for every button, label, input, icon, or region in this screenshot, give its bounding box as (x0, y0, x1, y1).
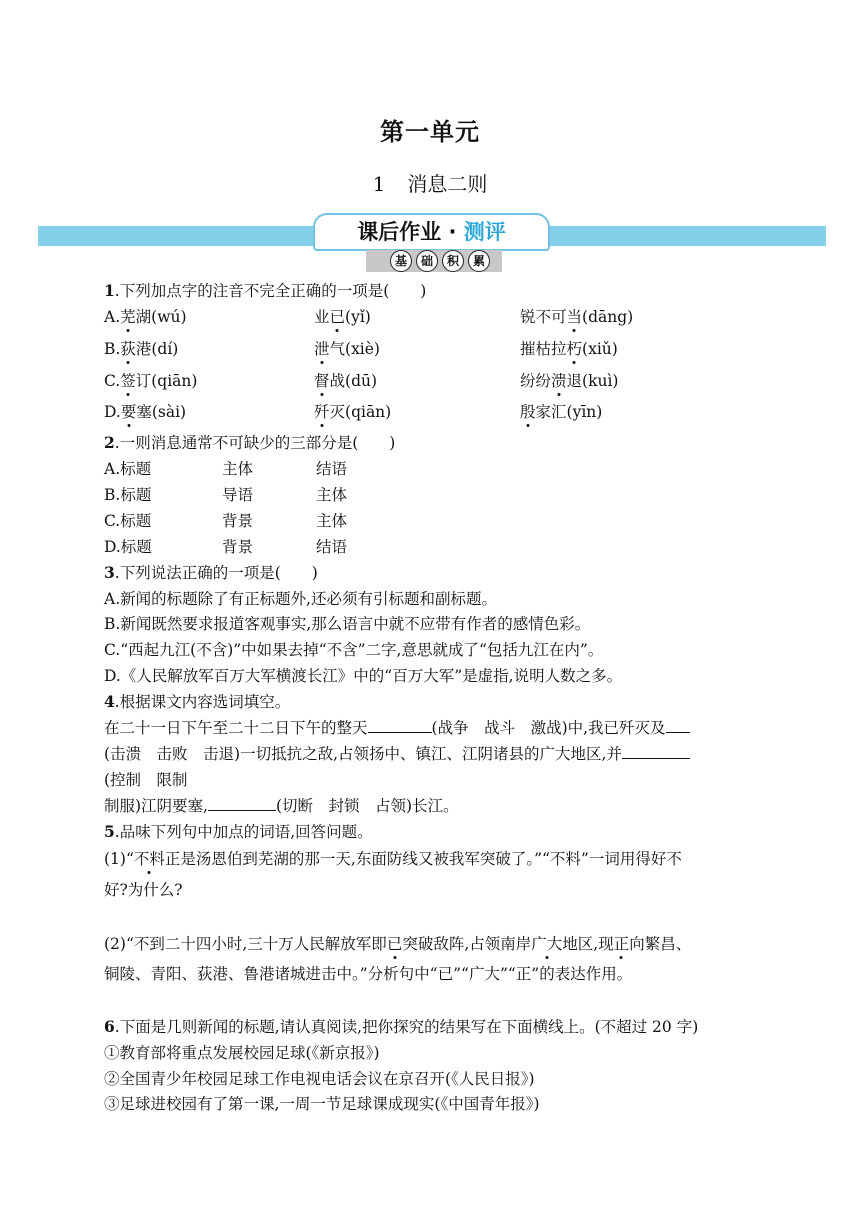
q4-stem: 4.根据课文内容选词填空。 (104, 692, 291, 711)
q1-stem: 1.下列加点字的注音不完全正确的一项是( ) (104, 281, 427, 300)
blank-4[interactable] (208, 796, 276, 811)
q5-part1: (1)“不料正是汤恩伯到芜湖的那一天,东面防线又被我军突破了。”“不料”一词用得好不 (104, 850, 682, 868)
q2-c-3: 主体 (316, 512, 348, 530)
q6-item-3: ③足球进校园有了第一课,一周一节足球课成现实(《中国青年报》) (104, 1095, 540, 1113)
section-char: 累 (468, 250, 490, 272)
q2-d-3: 结语 (316, 538, 348, 556)
q2-b-3: 主体 (316, 486, 348, 504)
lesson-number: 1 (372, 172, 386, 196)
q6-stem: 6.下面是几则新闻的标题,请认真阅读,把你探究的结果写在下面横线上。(不超过 20 字) (104, 1017, 699, 1036)
q2-b-2: 导语 (222, 486, 254, 504)
lesson-title (0, 168, 860, 197)
unit-title: 第一单元 (380, 117, 480, 146)
q3-option-a: A.新闻的标题除了有正标题外,还必须有引标题和副标题。 (104, 590, 498, 608)
q1-d-item3: 殷家汇(yīn) (520, 403, 603, 421)
q1-b-item2: 泄气(xiè) (314, 340, 380, 358)
section-char: 础 (416, 250, 438, 272)
q1-option-c: C.签订(qiān) (104, 372, 198, 390)
q2-option-d: D.标题 (104, 538, 152, 556)
banner-accent-text: 测评 (463, 220, 506, 244)
q1-d-item2: 歼灭(qiān) (314, 403, 392, 421)
q1-c-item3: 纷纷溃退(kuì) (520, 372, 619, 390)
q5-part2-cont: 铜陵、青阳、荻港、鲁港诸城进击中。”分析句中“已”“广大”“正”的表达作用。 (104, 965, 633, 983)
q2-d-2: 背景 (222, 538, 254, 556)
q2-stem: 2.一则消息通常不可缺少的三部分是( ) (104, 433, 396, 452)
q1-option-a: A.芜湖(wú) (104, 308, 187, 326)
section-badge (366, 250, 502, 272)
q4-line1: 在二十一日下午至二十二日下午的整天 (战争 战斗 激战)中,我已歼灭及 (104, 716, 690, 738)
q1-a-item3: 锐不可当(dāng) (520, 308, 634, 326)
q2-option-a: A.标题 (104, 460, 152, 478)
homework-banner (313, 213, 550, 251)
blank-3[interactable] (622, 744, 690, 759)
q2-option-b: B.标题 (104, 486, 152, 504)
q1-option-d: D.要塞(sài) (104, 403, 187, 421)
q3-option-c: C.“西起九江(不含)”中如果去掉“不含”二字,意思就成了“包括九江在内”。 (104, 641, 604, 659)
q1-option-b: B.荻港(dí) (104, 340, 179, 358)
q3-option-d: D.《人民解放军百万大军横渡长江》中的“百万大军”是虚指,说明人数之多。 (104, 667, 623, 685)
q2-a-3: 结语 (316, 460, 348, 478)
blank-1[interactable] (368, 718, 432, 733)
q2-c-2: 背景 (222, 512, 254, 530)
q4-line2: (击溃 击败 击退)一切抵抗之敌,占领扬中、镇江、江阴诸县的广大地区,并 (104, 742, 690, 764)
q5-part1-cont: 好?为什么? (104, 881, 183, 899)
q3-option-b: B.新闻既然要求报道客观事实,那么语言中就不应带有作者的感情色彩。 (104, 615, 591, 633)
blank-2[interactable] (666, 718, 690, 733)
lesson-name: 消息二则 (407, 172, 488, 196)
section-char: 基 (390, 250, 412, 272)
q1-a-item2: 业已(yǐ) (314, 308, 371, 326)
q4-line3: (控制 限制 (104, 771, 188, 789)
q6-item-1: ①教育部将重点发展校园足球(《新京报》) (104, 1044, 380, 1062)
banner-text: 课后作业 · (357, 220, 464, 244)
q2-option-c: C.标题 (104, 512, 152, 530)
q2-a-2: 主体 (222, 460, 254, 478)
q5-stem: 5.品味下列句中加点的词语,回答问题。 (104, 822, 373, 841)
section-char: 积 (442, 250, 464, 272)
q3-stem: 3.下列说法正确的一项是( ) (104, 563, 318, 582)
q1-c-item2: 督战(dū) (314, 372, 378, 390)
q6-item-2: ②全国青少年校园足球工作电视电话会议在京召开(《人民日报》) (104, 1070, 535, 1088)
q1-b-item3: 摧枯拉朽(xiǔ) (520, 340, 618, 358)
q5-part2: (2)“不到二十四小时,三十万人民解放军即已突破敌阵,占领南岸广大地区,现正向繁昌、 (104, 935, 692, 953)
q4-line4: 制服)江阴要塞, (切断 封锁 占领)长江。 (104, 797, 459, 815)
